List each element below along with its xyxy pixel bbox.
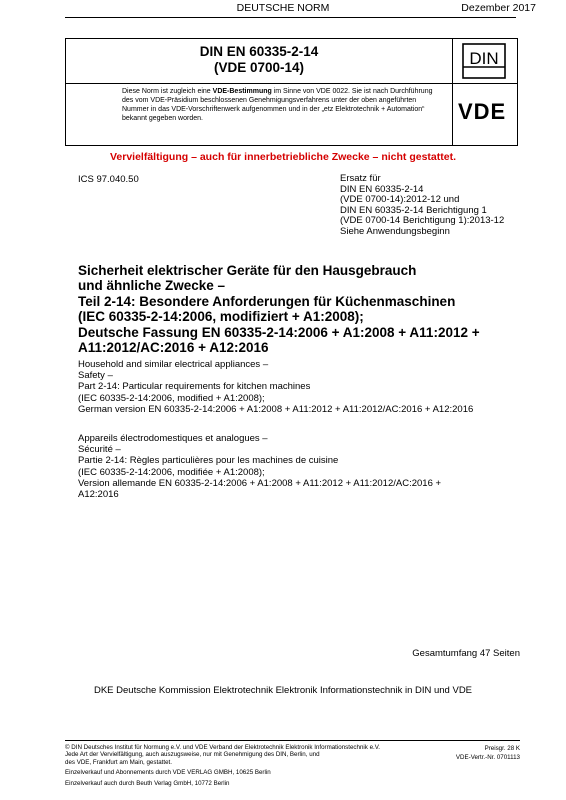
sales-info-beuth: Einzelverkauf auch durch Beuth Verlag GmbH, 10772 Berlin [65,780,230,787]
replacement-line: DIN EN 60335-2-14 Berichtigung 1 [340,204,487,216]
title-line: Sécurité – [78,444,121,456]
box-vertical-divider [452,39,453,145]
replacement-info [340,174,504,238]
din-logo [460,43,508,79]
copyright-line: Jede Art der Vervielfältigung, auch auszugsweise, nur mit Genehmigung des DIN, Berlin, und [65,751,320,759]
vde-regulation-note: Diese Norm ist zugleich eine VDE-Bestimmung im Sinne von VDE 0022. Sie ist nach Durchführung des vom VDE-Präsidium beschlossenen Genehmigungsverfahrens unter der oben angeführten Nummer in das VDE-Vorschriftenwerk aufgenommen und in der „etz Elektrotechnik + Automation“ bekannt gegeben worden. [122,88,433,122]
price-info [456,744,520,762]
svg-text:DIN: DIN [469,49,499,68]
publication-date: Dezember 2017 [461,2,536,14]
dke-commission: DKE Deutsche Kommission Elektrotechnik Elektronik Informationstechnik in DIN und VDE [93,685,473,696]
replacement-line: Siehe Anwendungsbeginn [340,225,450,237]
reproduction-notice: Vervielfältigung – auch für innerbetriebliche Zwecke – nicht gestattet. [109,151,456,163]
standard-number-block [66,44,452,76]
title-line: Sicherheit elektrischer Geräte für den Hausgebrauch [78,263,417,278]
vde-order-number: VDE-Vertr.-Nr. 0701113 [455,754,520,761]
title-line: (IEC 60335-2-14:2006, modifiziert + A1:2008); [78,309,364,325]
header-divider [65,17,516,18]
document-type-label: DEUTSCHE NORM [236,2,330,14]
box-horizontal-divider [66,83,517,84]
ics-code: ICS 97.040.50 [78,174,139,185]
title-line: Appareils électrodomestiques et analogues – [78,433,268,444]
title-line: (IEC 60335-2-14:2006, modified + A1:2008); [78,392,265,404]
title-line: Partie 2-14: Règles particulières pour les machines de cuisine [78,455,339,467]
standard-info-box [65,38,518,146]
title-line: A11:2012/AC:2016 + A12:2016 [78,340,269,356]
title-line: Part 2-14: Particular requirements for kitchen machines [78,381,311,393]
french-title [78,433,441,500]
title-line: und ähnliche Zwecke – [78,278,226,294]
title-line: A12:2016 [78,489,119,501]
replacement-line: (VDE 0700-14 Berichtigung 1):2013-12 [340,215,505,227]
title-line: Teil 2-14: Besondere Anforderungen für Küchenmaschinen [78,293,456,309]
replacement-line: DIN EN 60335-2-14 [340,183,424,195]
total-pages: Gesamtumfang 47 Seiten [412,648,520,659]
title-line: Deutsche Fassung EN 60335-2-14:2006 + A1:2008 + A11:2012 + [78,324,480,340]
title-line: (IEC 60335-2-14:2006, modifiée + A1:2008); [78,466,265,478]
copyright-line: © DIN Deutsches Institut für Normung e.V. und VDE Verband der Elektrotechnik Elektronik Informationstechnik e.V. [65,744,381,751]
german-title [78,263,518,355]
footer-divider [65,740,520,741]
vde-logo: VDE [458,99,507,124]
title-line: Version allemande EN 60335-2-14:2006 + A1:2008 + A11:2012 + A11:2012/AC:2016 + [78,477,442,489]
vde-classification-number: (VDE 0700-14) [213,60,305,75]
replacement-line: Ersatz für [340,173,381,184]
price-group: Preisgr. 28 K [484,745,520,752]
title-line: German version EN 60335-2-14:2006 + A1:2008 + A11:2012 + A11:2012/AC:2016 + A12:2016 [78,403,474,415]
replacement-line: (VDE 0700-14):2012-12 und [340,194,460,206]
title-line: Household and similar electrical appliances – [78,359,269,370]
title-line: Safety – [78,370,113,382]
english-title [78,359,473,415]
standard-number: DIN EN 60335-2-14 [199,44,319,59]
copyright-line: des VDE, Frankfurt am Main, gestattet. [65,758,172,766]
vde-regulation-emphasis: VDE-Bestimmung [212,88,272,95]
copyright-notice [65,744,460,766]
sales-info-vde: Einzelverkauf und Abonnements durch VDE VERLAG GMBH, 10625 Berlin [65,769,271,776]
